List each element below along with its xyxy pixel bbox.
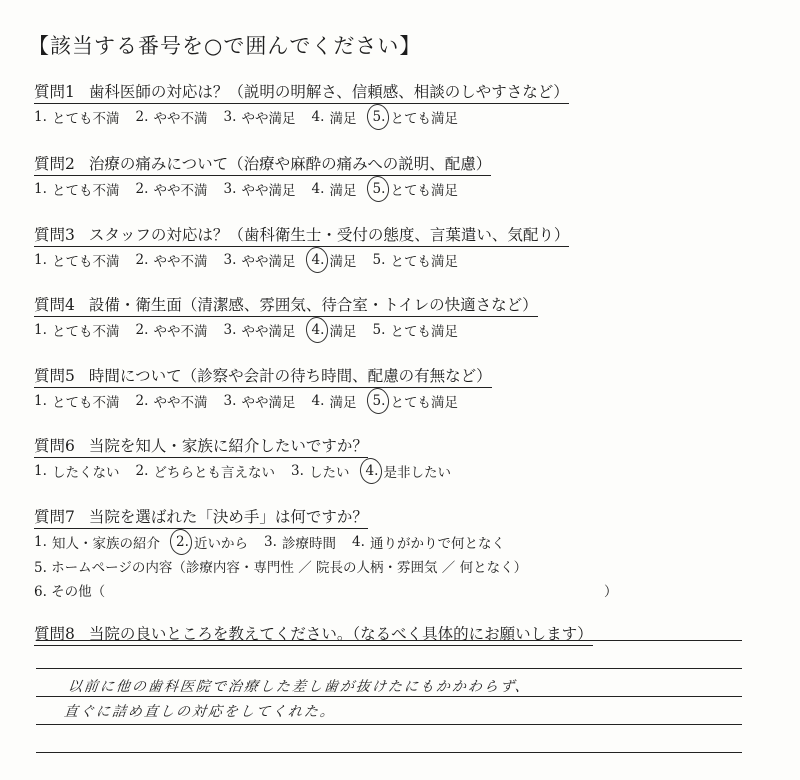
option-label: やや不満	[153, 183, 208, 199]
answer-options	[34, 107, 569, 127]
answer-option[interactable]	[312, 250, 357, 270]
option-label: やや満足	[241, 183, 296, 199]
option-number: 2.	[135, 322, 149, 338]
question-5	[34, 364, 492, 411]
answer-option[interactable]	[176, 532, 248, 552]
option-label: 満足	[329, 324, 357, 340]
option-number: 1.	[34, 463, 47, 479]
question-1-heading	[34, 80, 569, 104]
question-7	[34, 505, 618, 600]
option-label: したい	[309, 465, 350, 481]
answer-options	[34, 391, 492, 411]
question-8-heading	[34, 622, 593, 646]
answer-option[interactable]	[264, 532, 336, 552]
answer-option[interactable]	[312, 391, 357, 411]
question-3	[34, 223, 569, 270]
option-number: 1.	[34, 181, 47, 197]
option-label: とても不満	[52, 111, 120, 127]
option-label: 満足	[329, 254, 357, 270]
option-label: 是非したい	[383, 465, 451, 481]
selected-option-circle: 5.	[372, 181, 386, 197]
question-text: 時間について（診察や会計の待ち時間、配慮の有無など）	[88, 367, 492, 385]
question-6	[34, 434, 467, 481]
answer-option[interactable]	[34, 320, 120, 340]
option-number: 2.	[135, 463, 149, 479]
question-4-heading	[34, 293, 538, 317]
option-number: 2.	[135, 393, 149, 409]
answer-option[interactable]	[373, 107, 459, 127]
answer-line	[36, 752, 742, 753]
answer-option[interactable]	[312, 179, 357, 199]
question-text: 治療の痛みについて（治療や麻酔の痛みへの説明、配慮）	[88, 155, 492, 173]
answer-options	[34, 179, 491, 199]
option-number: 3.	[223, 252, 237, 268]
option-number: 2.	[135, 109, 149, 125]
option-label: 診療時間	[282, 536, 336, 552]
answer-option[interactable]	[34, 179, 120, 199]
answer-option[interactable]	[373, 179, 459, 199]
option-number: 4.	[352, 534, 365, 550]
option-label: とても満足	[390, 395, 458, 411]
question-5-heading	[34, 364, 492, 388]
selected-option-circle: 4.	[311, 322, 325, 338]
answer-options	[34, 320, 538, 340]
answer-option[interactable]	[373, 320, 459, 340]
question-8-number: 質問8	[34, 625, 75, 643]
question-text: 歯科医師の対応は？（説明の明解さ、信頼感、相談のしやすさなど）	[88, 83, 569, 101]
option-label: 満足	[329, 183, 357, 199]
question-number: 質問3	[34, 226, 75, 244]
option-label: とても不満	[52, 183, 120, 199]
question-number: 質問5	[34, 367, 75, 385]
question-4	[34, 293, 538, 340]
other-close-paren: ）	[604, 584, 618, 600]
option-number: 3.	[223, 109, 237, 125]
option-label: したくない	[52, 465, 120, 481]
option-number: 3.	[223, 393, 237, 409]
answer-option[interactable]	[224, 320, 296, 340]
answer-line	[36, 724, 742, 725]
question-number: 質問2	[34, 155, 75, 173]
option-number: 2.	[135, 252, 149, 268]
answer-option[interactable]	[224, 250, 296, 270]
answer-options	[34, 532, 527, 552]
option-number: 3.	[291, 463, 304, 479]
question-text: 当院を知人・家族に紹介したいですか？	[88, 437, 368, 455]
selected-option-circle: 4.	[365, 463, 379, 479]
question-number: 質問6	[34, 437, 75, 455]
answer-option[interactable]	[136, 461, 276, 481]
selected-option-circle: 5.	[372, 109, 386, 125]
option-label: 満足	[329, 111, 357, 127]
answer-option[interactable]	[34, 461, 120, 481]
answer-line	[36, 696, 742, 697]
option-label: やや不満	[153, 395, 208, 411]
option-number: 1.	[34, 534, 47, 550]
question-text: 設備・衛生面（清潔感、雰囲気、待合室・トイレの快適さなど）	[88, 296, 538, 314]
selected-option-circle: 4.	[311, 252, 325, 268]
handwritten-answer-line-2[interactable]: 直ぐに詰め直しの対応をしてくれた。	[63, 704, 337, 720]
option-label: やや不満	[153, 111, 208, 127]
option-label: とても満足	[390, 324, 458, 340]
answer-option-line[interactable]: 6. その他（ ）	[34, 580, 527, 600]
answer-option[interactable]	[291, 461, 350, 481]
answer-option-line[interactable]: 5. ホームページの内容（診療内容・専門性 ／ 院長の人柄・雰囲気 ／ 何となく）	[34, 560, 528, 576]
option-label: 通りがかりで何となく	[370, 536, 505, 552]
answer-option[interactable]	[352, 532, 505, 552]
option-label: やや不満	[153, 324, 208, 340]
question-1	[34, 80, 569, 127]
selected-option-circle: 5.	[372, 393, 386, 409]
question-3-heading	[34, 223, 569, 247]
answer-option[interactable]	[34, 532, 160, 552]
option-label: 満足	[329, 395, 357, 411]
option-number: 5.	[372, 322, 386, 338]
answer-option[interactable]	[136, 107, 208, 127]
answer-option[interactable]	[136, 179, 208, 199]
question-7-heading	[34, 505, 368, 529]
option-label: とても満足	[390, 254, 458, 270]
handwritten-answer-line-1[interactable]: 以前に他の歯科医院で治療した差し歯が抜けたにもかかわらず、	[67, 679, 532, 695]
question-2	[34, 152, 491, 199]
option-label: どちらとも言えない	[153, 465, 275, 481]
answer-option[interactable]	[136, 391, 208, 411]
option-number: 4.	[311, 393, 325, 409]
question-8	[34, 622, 593, 646]
option-number: 3.	[264, 534, 277, 550]
question-text: 当院を選ばれた「決め手」は何ですか？	[88, 508, 368, 526]
selected-option-circle: 2.	[176, 534, 189, 550]
answer-option[interactable]	[312, 107, 357, 127]
answer-options	[34, 461, 467, 481]
answer-option[interactable]	[224, 107, 296, 127]
option-label: 近いから	[194, 536, 248, 552]
option-label: 知人・家族の紹介	[52, 536, 160, 552]
option-number: 1.	[34, 393, 47, 409]
option-label: やや満足	[241, 324, 296, 340]
option-number: 3.	[223, 322, 237, 338]
answer-option[interactable]	[136, 320, 208, 340]
answer-line	[36, 668, 742, 669]
option-label: やや満足	[241, 254, 296, 270]
question-2-heading	[34, 152, 491, 176]
answer-option[interactable]	[34, 107, 120, 127]
answer-option[interactable]	[373, 391, 459, 411]
option-number: 4.	[311, 181, 325, 197]
answer-option[interactable]	[366, 461, 452, 481]
option-number: 4.	[311, 109, 325, 125]
option-number: 1.	[34, 252, 47, 268]
question-8-text: 当院の良いところを教えてください。（なるべく具体的にお願いします）	[88, 625, 593, 643]
option-label: やや不満	[153, 254, 208, 270]
answer-option[interactable]	[224, 179, 296, 199]
option-number: 3.	[223, 181, 237, 197]
option-number: 1.	[34, 322, 47, 338]
question-number: 質問7	[34, 508, 75, 526]
option-label: やや満足	[241, 395, 296, 411]
answer-option[interactable]	[312, 320, 357, 340]
question-text: スタッフの対応は？（歯科衛生士・受付の態度、言葉遣い、気配り）	[88, 226, 570, 244]
answer-line	[36, 640, 742, 641]
option-label: とても不満	[52, 324, 120, 340]
option-label: やや満足	[241, 111, 296, 127]
option-number: 1.	[34, 109, 47, 125]
page-title: 【該当する番号を○で囲んでください】	[28, 34, 422, 58]
answer-option[interactable]	[136, 250, 208, 270]
question-number: 質問4	[34, 296, 75, 314]
answer-options	[34, 250, 569, 270]
answer-option[interactable]	[373, 250, 459, 270]
option-label: とても満足	[390, 111, 458, 127]
answer-option[interactable]	[224, 391, 296, 411]
option-label: とても不満	[52, 254, 120, 270]
answer-option[interactable]	[34, 391, 120, 411]
option-number: 2.	[135, 181, 149, 197]
option-number: 5.	[372, 252, 386, 268]
question-number: 質問1	[34, 83, 75, 101]
option-label: とても不満	[52, 395, 120, 411]
answer-option[interactable]	[34, 250, 120, 270]
option-label: とても満足	[390, 183, 458, 199]
question-6-heading	[34, 434, 368, 458]
